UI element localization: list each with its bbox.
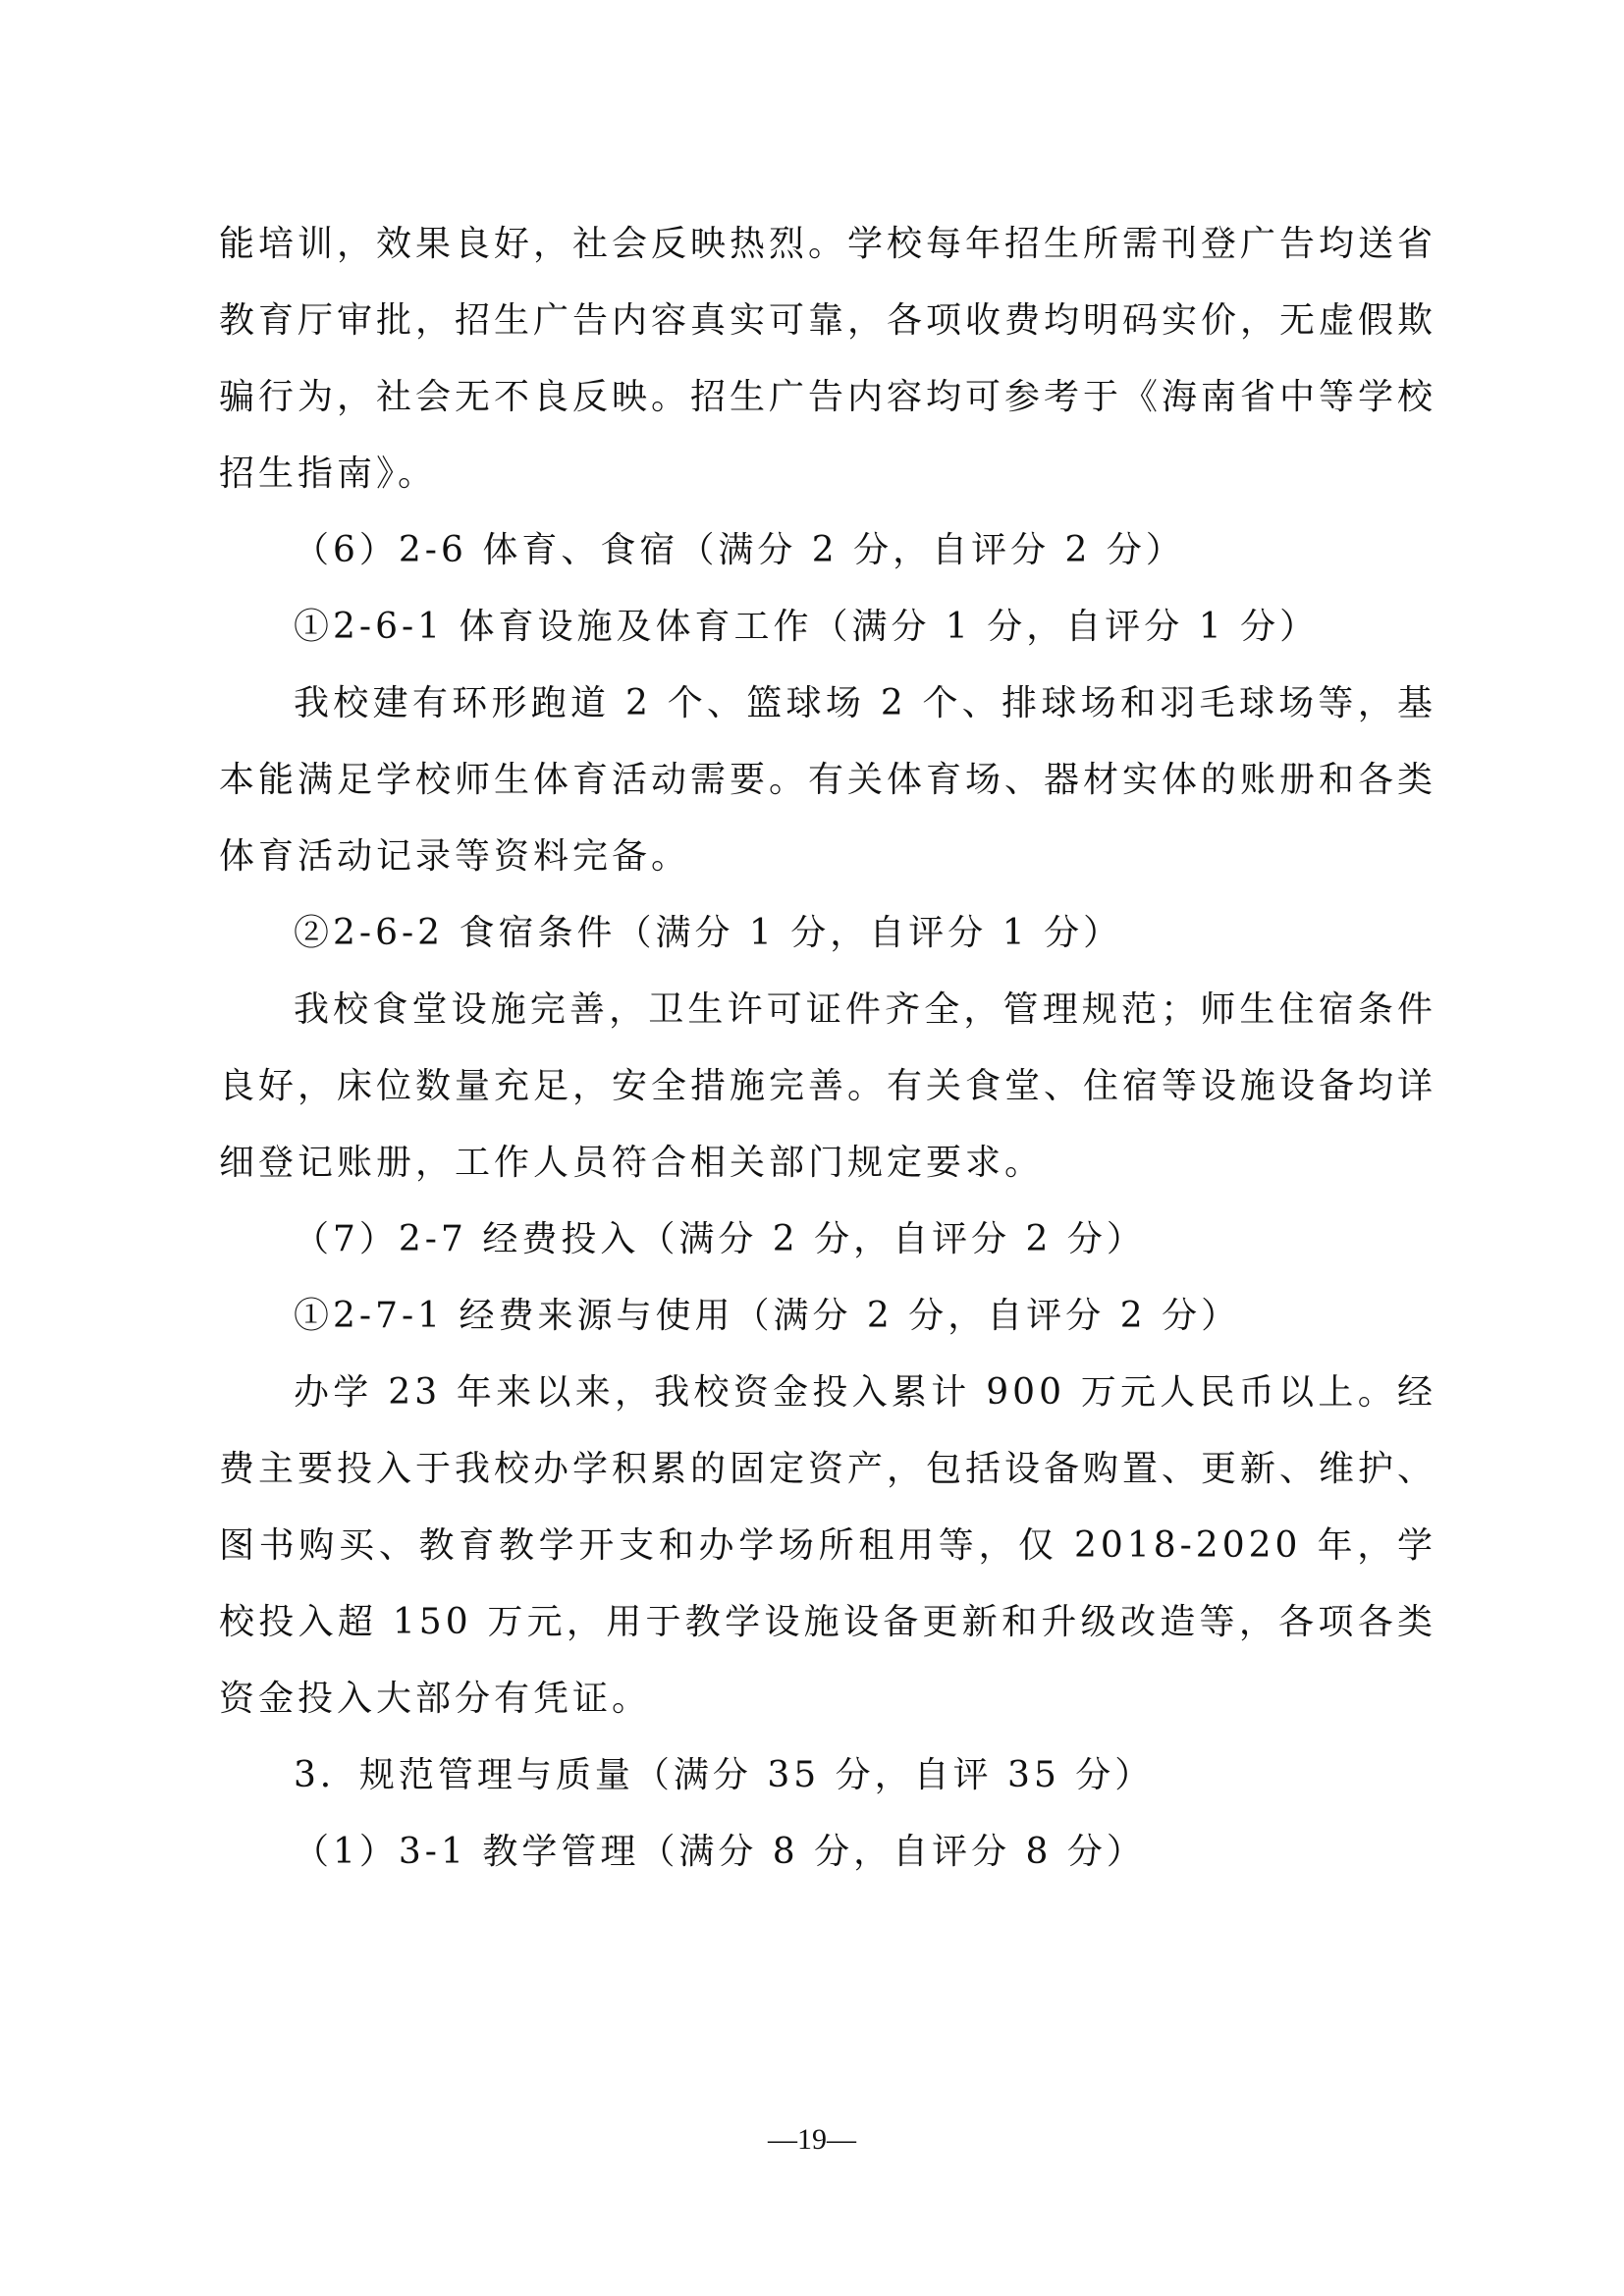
page-number: —19— [768,2123,856,2156]
subsection-heading-2-6-2: ②2-6-2 食宿条件（满分 1 分，自评分 1 分） [294,913,1123,953]
section-heading-3-1: （1）3-1 教学管理（满分 8 分，自评分 8 分） [294,1832,1146,1872]
paragraph-dining-lodging: 我校食堂设施完善，卫生许可证件齐全，管理规范；师生住宿条件良好，床位数量充足，安全措施完善。有关食堂、住宿等设施设备均详细登记账册，工作人员符合相关部门规定要求。 [219,989,1437,1183]
section-heading-2-6: （6）2-6 体育、食宿（满分 2 分，自评分 2 分） [294,530,1185,570]
subsection-heading-2-6-1: ①2-6-1 体育设施及体育工作（满分 1 分，自评分 1 分） [294,607,1320,647]
paragraph-funding: 办学 23 年来以来，我校资金投入累计 900 万元人民币以上。经费主要投入于我校办学积累的固定资产，包括设备购置、更新、维护、图书购买、教育教学开支和办学场所租用等，仅 2018-2020 年，学校投入超 150 万元，用于教学设施设备更新和升级改造等，各项各类资金投入大部分有凭证。 [219,1372,1437,1719]
subsection-heading-2-7-1: ①2-7-1 经费来源与使用（满分 2 分，自评分 2 分） [294,1296,1241,1336]
section-heading-2-7: （7）2-7 经费投入（满分 2 分，自评分 2 分） [294,1219,1146,1259]
document-body [219,206,1436,1891]
paragraph-sports-facilities: 我校建有环形跑道 2 个、篮球场 2 个、排球场和羽毛球场等，基本能满足学校师生体育活动需要。有关体育场、器材实体的账册和各类体育活动记录等资料完备。 [219,683,1437,877]
section-heading-3: 3．规范管理与质量（满分 35 分，自评 35 分） [294,1755,1155,1795]
paragraph-continuation: 能培训，效果良好，社会反映热烈。学校每年招生所需刊登广告均送省教育厅审批，招生广告内容真实可靠，各项收费均明码实价，无虚假欺骗行为，社会无不良反映。招生广告内容均可参考于《海南省中等学校招生指南》。 [219,224,1437,494]
